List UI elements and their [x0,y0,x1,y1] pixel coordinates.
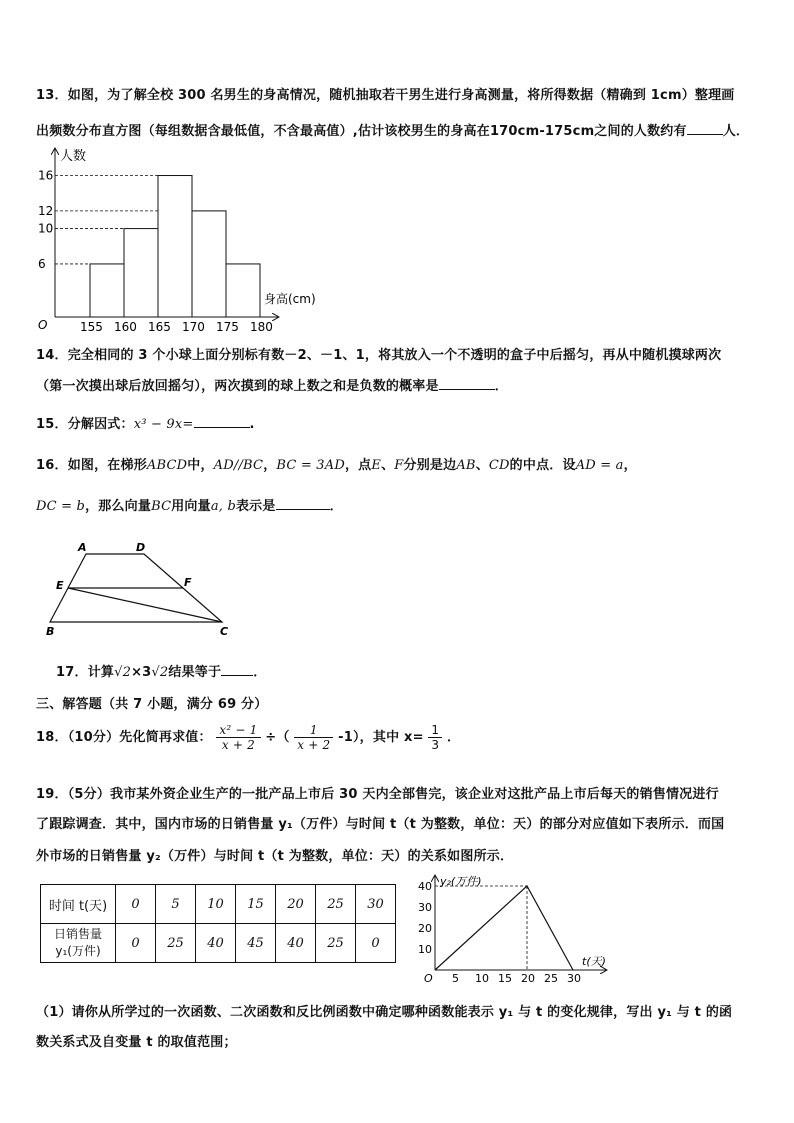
q14-line2-text: （第一次摸出球后放回摇匀），两次摸到的球上数之和是负数的概率是 [36,379,439,394]
histogram-y-tick: 16 [38,168,54,183]
table-row [41,885,396,924]
q18-minus: -1），其中 x= [338,730,424,745]
q18-frac1-den: x + 2 [221,738,256,752]
q19-sub1-line2: 数关系式及自变量 t 的取值范围； [36,1035,237,1050]
graph-x-tick: 25 [544,972,558,984]
q19-line1: 19．（5分）我市某外资企业生产的一批产品上市后 30 天内全部售完，该企业对这批产品上市后每天的销售情况进行 [36,787,719,802]
q16-vector-bc: BC [151,499,172,514]
q16-line2 [36,495,343,514]
table-head-time: 时间 t(天) [41,885,116,924]
q16-sep2: 、 [381,458,395,473]
graph-y-tick: 40 [418,880,432,893]
sales-head-b: y₁(万件) [55,944,101,958]
q18-end: ． [446,730,461,745]
histogram-y-tick: 10 [38,221,54,236]
q17-sqrt-a: √2 [114,665,132,680]
q14-line1: 14．完全相同的 3 个小球上面分别标有数－2、－1、1，将其放入一个不透明的盒子中后摇匀，再从中随机摸球两次 [36,348,722,363]
q16-sep4: ， [623,458,637,473]
table-cell: 15 [236,885,276,924]
q19-sub1-line1: （1）请你从所学过的一次函数、二次函数和反比例函数中确定哪种函数能表示 y₁ 与 t 的变化规律，写出 y₁ 与 t 的函 [36,1005,733,1020]
histogram-origin: O [38,318,48,332]
histogram-x-tick: 180 [250,320,273,334]
q16-sep1: ， [263,458,277,473]
histogram-y-tick: 12 [38,203,54,218]
table-cell: 20 [276,885,316,924]
q13-line2-text: 出频数分布直方图（每组数据含最低值，不含最高值）,估计该校男生的身高在170cm-175cm之间的人数约有 [36,124,687,139]
q15-answer-blank[interactable] [194,415,250,428]
table-cell: 40 [196,924,236,963]
q19-table [40,884,396,963]
q19-line2: 了跟踪调查．其中，国内市场的日销售量 y₁（万件）与时间 t（t 为整数，单位：天）的部分对应值如下表所示．而国 [36,817,725,832]
graph-y-tick: 30 [418,901,432,914]
histogram-x-tick: 175 [216,320,239,334]
q18-frac1-num: x² − 1 [216,723,260,738]
graph-line [435,886,573,970]
table-cell: 25 [156,924,196,963]
q13-line1: 13．如图，为了解全校 300 名男生的身高情况，随机抽取若干男生进行身高测量，将所得数据（精确到 1cm）整理画 [36,88,735,103]
q18-fraction-2 [294,723,333,752]
table-row [41,924,396,963]
q18-line [36,722,460,754]
q16-abcd: ABCD [146,458,188,473]
label-a: A [78,541,87,554]
q16-text-d: 分别是边 [403,458,457,473]
histogram-x-tick: 165 [148,320,171,334]
table-cell: 10 [196,885,236,924]
table-cell: 0 [116,924,156,963]
q15-line [36,413,255,432]
q16-text-g: 用向量 [171,499,211,514]
graph-x-tick: 5 [452,972,459,984]
graph-origin: O [424,972,433,984]
q16-vectors-a-b: a, b [210,499,236,514]
q18-frac2-den: x + 2 [297,738,331,752]
table-cell: 25 [316,885,356,924]
q17-line [56,661,266,680]
histogram-y-tick: 6 [38,256,46,271]
q13-line2 [36,120,749,139]
graph-x-tick: 10 [475,972,489,984]
q16-line1 [36,454,637,473]
table-cell: 0 [356,924,396,963]
graph-x-label: t(天) [582,955,606,968]
label-f: F [184,576,192,589]
q18-fraction-3 [428,723,442,752]
histogram-x-tick: 155 [80,320,103,334]
trapezoid-diagram [44,540,254,640]
q17-end: ． [253,665,267,680]
q16-end: ． [329,499,343,514]
section-3-title: 三、解答题（共 7 小题，满分 69 分） [36,697,268,712]
graph-y-label: y₂(万件) [440,875,482,888]
q16-side-cd: CD [488,458,510,473]
histogram-y-label: 人数 [60,149,87,164]
q16-text-f: ，那么向量 [85,499,152,514]
histogram-x-tick: 160 [114,320,137,334]
histogram-bar [226,264,260,317]
q17-times: ×3 [131,665,152,680]
label-e: E [56,579,64,592]
q16-vector-ad: AD = a [575,458,624,473]
q16-text-a: 16．如图，在梯形 [36,458,147,473]
label-c: C [220,625,229,638]
y2-graph [410,872,610,984]
label-b: B [46,625,55,638]
segment-ec [68,588,222,622]
q13-line2-end: 人． [722,124,750,139]
graph-y-tick: 20 [418,922,432,935]
q16-text-h: 表示是 [235,499,276,514]
q18-divide: ÷（ [265,730,290,745]
table-cell: 25 [316,924,356,963]
table-head-sales [41,924,116,963]
q18-frac2-num: 1 [294,723,333,738]
histogram-bar [158,176,192,317]
q16-point-e: E [371,458,382,473]
q16-sep3: 、 [475,458,489,473]
q17-prefix: 17．计算 [56,665,115,680]
sales-head-a: 日销售量 [53,927,102,941]
q18-fraction-1 [216,723,260,752]
q18-frac3-num: 1 [428,723,442,738]
q15-end: . [249,417,255,432]
q14-answer-blank[interactable] [439,377,495,390]
q16-text-b: 中， [187,458,214,473]
table-cell: 30 [356,885,396,924]
table-cell: 5 [156,885,196,924]
q16-bc-equation: BC = 3AD [276,458,345,473]
q18-frac3-den: 3 [431,738,440,752]
q19-line3: 外市场的日销售量 y₂（万件）与时间 t（t 为整数，单位：天）的关系如图所示． [36,849,514,864]
histogram-bar [192,211,226,317]
graph-x-tick: 30 [567,972,581,984]
histogram-x-tick: 170 [182,320,205,334]
graph-y-tick: 10 [418,943,432,956]
q18-prefix: 18．（10分）先化简再求值： [36,730,212,745]
graph-x-tick: 15 [498,972,512,984]
q17-sqrt-b: √2 [151,665,169,680]
graph-x-tick: 20 [521,972,535,984]
q13-answer-blank[interactable] [687,122,723,135]
q16-answer-blank[interactable] [276,497,330,510]
label-d: D [136,541,146,554]
q16-vector-dc: DC = b [36,499,86,514]
histogram-x-label: 身高(cm) [264,292,316,306]
q17-answer-blank[interactable] [221,663,253,676]
q16-text-c: ，点 [344,458,372,473]
q16-point-f: F [394,458,404,473]
q16-side-ab: AB [456,458,476,473]
q15-prefix: 15．分解因式： [36,417,134,432]
table-cell: 45 [236,924,276,963]
q17-suffix: 结果等于 [168,665,222,680]
q16-text-e: 的中点．设 [509,458,576,473]
q16-ad-parallel-bc: AD//BC [213,458,264,473]
table-cell: 40 [276,924,316,963]
histogram-bar [90,264,124,317]
q14-line2 [36,375,508,394]
table-cell: 0 [116,885,156,924]
q15-expression: x³ − 9x= [133,417,194,432]
q14-line2-end: ． [494,379,508,394]
histogram-bar [124,229,158,317]
height-histogram [30,145,330,335]
